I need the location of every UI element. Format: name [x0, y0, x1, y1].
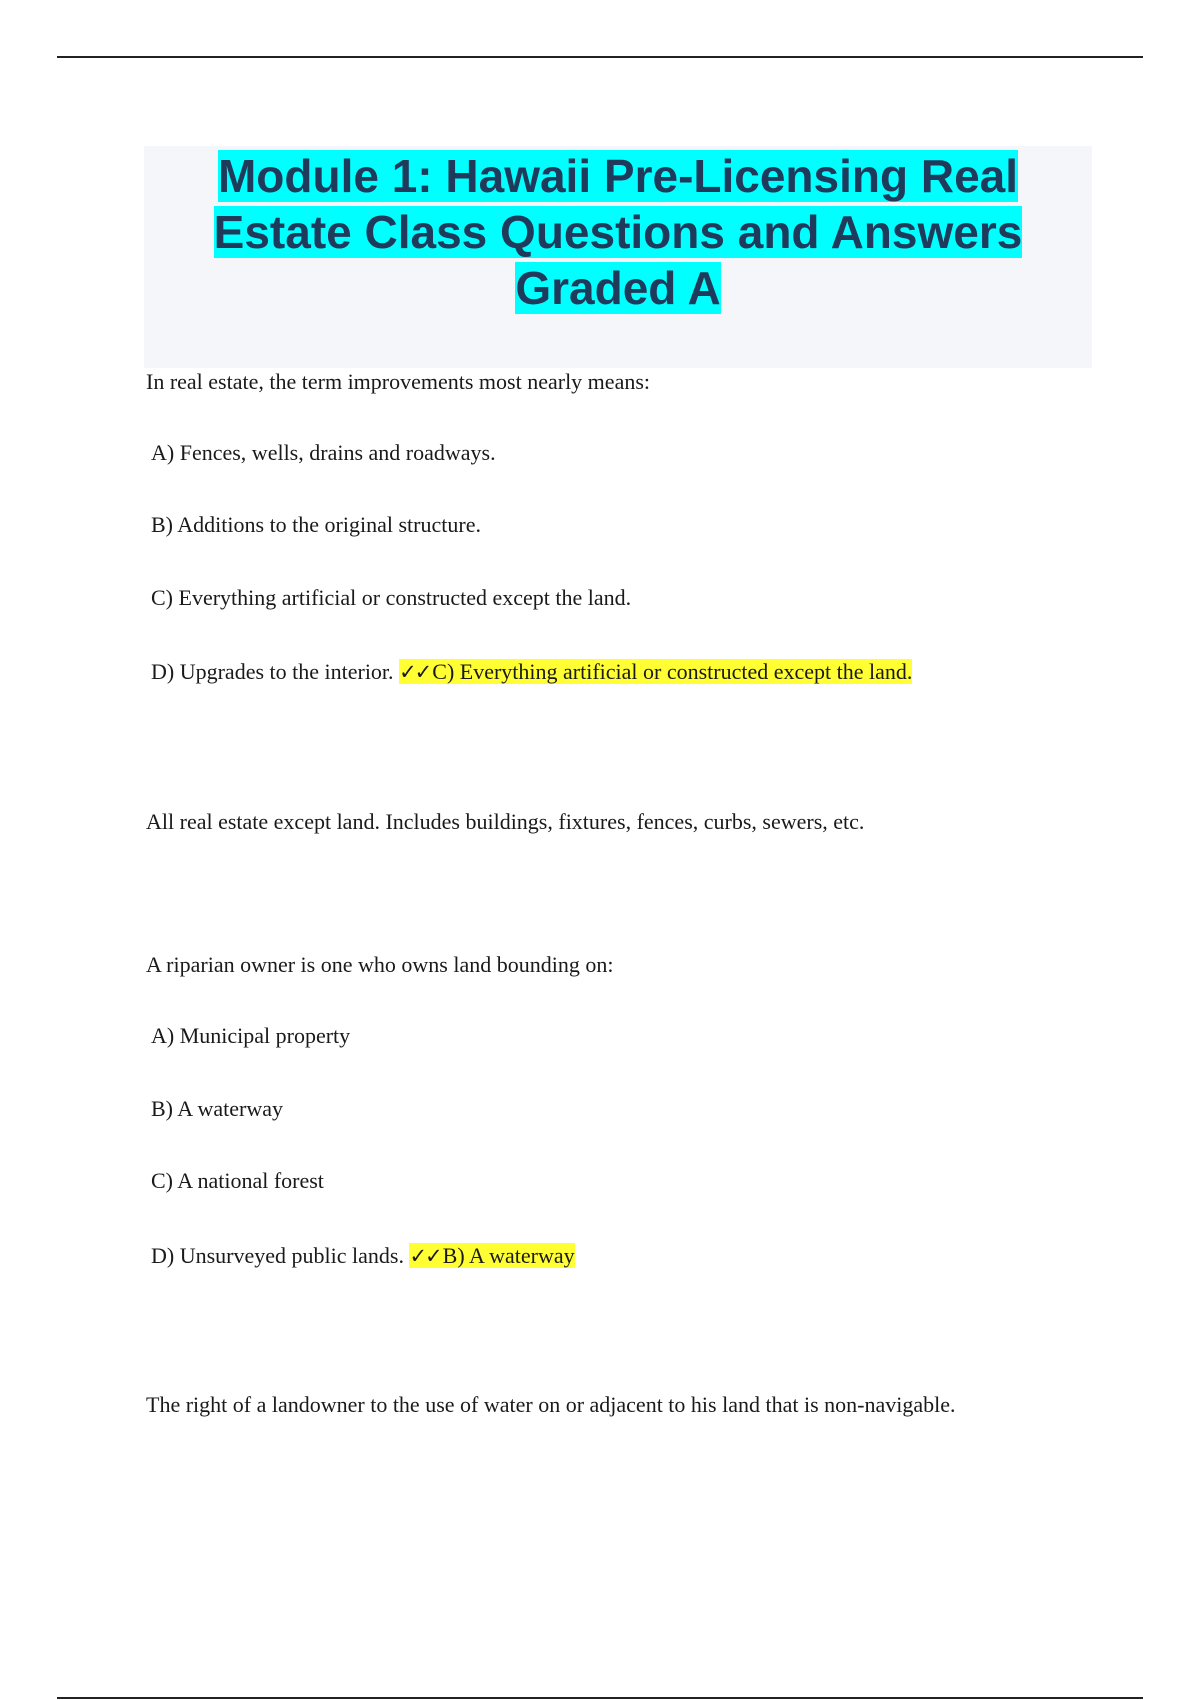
question-1-option-c: C) Everything artificial or constructed except the land.: [151, 585, 632, 610]
question-2-prompt: A riparian owner is one who owns land bounding on:: [146, 952, 614, 977]
question-2-option-a: A) Municipal property: [151, 1023, 351, 1048]
title-banner: [144, 146, 1092, 368]
question-1-answer-highlight: [399, 659, 912, 684]
question-2-explanation: The right of a landowner to the use of water on or adjacent to his land that is non-navigable.: [146, 1392, 956, 1417]
question-2-option-b: B) A waterway: [151, 1096, 283, 1121]
question-2-option-c: C) A national forest: [151, 1168, 324, 1193]
question-1-option-b: B) Additions to the original structure.: [151, 512, 481, 537]
question-2-answer-highlight: [409, 1243, 574, 1268]
question-1-answer: C) Everything artificial or constructed except the land.: [432, 659, 913, 684]
question-2-option-d: D) Unsurveyed public lands.: [151, 1243, 404, 1268]
bottom-rule: [57, 1697, 1143, 1699]
question-2-option-d-row: [151, 1242, 575, 1270]
question-1-option-d-row: [151, 658, 912, 686]
double-check-icon: ✓✓: [399, 660, 431, 684]
document-title: Module 1: Hawaii Pre-Licensing Real Estate Class Questions and Answers Graded A: [213, 150, 1023, 314]
top-rule: [57, 56, 1143, 58]
question-1-option-d: D) Upgrades to the interior.: [151, 659, 394, 684]
question-1-explanation: All real estate except land. Includes buildings, fixtures, fences, curbs, sewers, etc.: [146, 809, 865, 834]
question-2-answer: B) A waterway: [442, 1243, 575, 1268]
question-1-prompt: In real estate, the term improvements most nearly means:: [146, 369, 651, 394]
double-check-icon: ✓✓: [409, 1244, 441, 1268]
question-1-option-a: A) Fences, wells, drains and roadways.: [151, 440, 496, 465]
